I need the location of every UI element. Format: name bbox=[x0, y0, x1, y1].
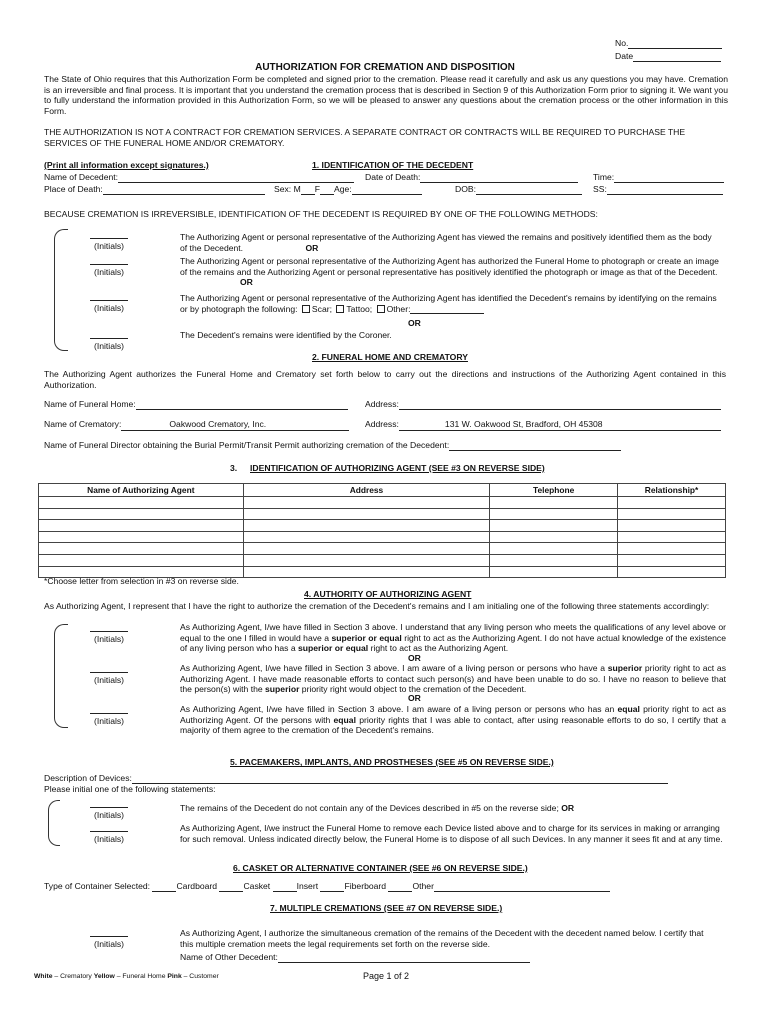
table-row bbox=[39, 508, 726, 520]
authority-statement-1 bbox=[180, 622, 726, 654]
other-container-description[interactable] bbox=[434, 883, 610, 892]
statement-text: priority right to act as Authorizing Agent. I have made reasonable efforts to contact such person(s) and have been unable to do so. I have no reason to believe that the person(s) with the bbox=[180, 663, 726, 695]
time-label: Time: bbox=[593, 172, 615, 182]
column-header-telephone: Telephone bbox=[490, 484, 618, 497]
table-cell[interactable] bbox=[618, 531, 726, 543]
table-cell[interactable] bbox=[490, 531, 618, 543]
crematory-address-field[interactable]: 131 W. Oakwood St, Bradford, OH 45308 bbox=[399, 419, 721, 431]
date-of-death-row bbox=[365, 172, 578, 183]
table-cell[interactable] bbox=[618, 508, 726, 520]
print-note: (Print all information except signatures.) bbox=[44, 160, 209, 170]
cardboard-label: Cardboard bbox=[176, 881, 218, 891]
crematory-address-row bbox=[365, 419, 721, 431]
fiberboard-field[interactable] bbox=[320, 883, 344, 892]
table-cell[interactable] bbox=[618, 497, 726, 509]
sex-m-label: Sex: M bbox=[274, 184, 301, 194]
copy-white: White bbox=[34, 973, 53, 980]
statement-emphasis: superior bbox=[607, 663, 643, 673]
table-row bbox=[39, 531, 726, 543]
other-decedent-label: Name of Other Decedent: bbox=[180, 952, 278, 962]
cardboard-field[interactable] bbox=[152, 883, 176, 892]
copy-yellow-dest: Funeral Home bbox=[122, 973, 166, 980]
statement-text: priority right to act as Authorizing Agent. Of the persons with bbox=[180, 704, 726, 725]
initials-method3[interactable] bbox=[84, 295, 134, 314]
other-decedent-field[interactable] bbox=[278, 954, 530, 963]
decedent-name-label: Name of Decedent: bbox=[44, 172, 119, 182]
statement-text: right to act as the Authorizing Agent. bbox=[368, 643, 509, 654]
initials-authority1[interactable] bbox=[84, 626, 134, 645]
table-row bbox=[39, 554, 726, 566]
copy-pink-dest: Customer bbox=[189, 973, 219, 980]
intro-paragraph: The State of Ohio requires that this Authorization Form be completed and signed prior to the cremation. Please read it carefully and ask us any questions you may have. Cremation is an irreversible and final process. It is important that you understand the cremation process that is described in Section 9 of this Authorization Form prior to signing it. We want you to fully understand the information provided in this Authorization Form, so we will be pleased to answer any questions about the cremation process or the other information in this Form. bbox=[44, 74, 728, 117]
table-cell[interactable] bbox=[490, 566, 618, 578]
insert-label: Insert bbox=[296, 881, 319, 891]
date-of-death-field[interactable] bbox=[420, 174, 578, 183]
casket-label: Casket bbox=[243, 881, 271, 891]
funeral-director-label: Name of Funeral Director obtaining the Burial Permit/Transit Permit authorizing cremation of the Decedent: bbox=[44, 440, 450, 450]
sex-f-label: F bbox=[314, 184, 320, 194]
statement-text: right to act as the Authorizing Agent. I do not have actual knowledge of the existence of any living person who has a bbox=[180, 632, 726, 654]
or-label: OR bbox=[408, 653, 421, 663]
id-method-viewed-text: The Authorizing Agent or personal representative of the Authorizing Agent has viewed the remains and positively identified them as the body of the Decedent. bbox=[180, 232, 712, 253]
column-header-address: Address bbox=[243, 484, 490, 497]
statement-emphasis: superior or equal bbox=[331, 632, 402, 643]
section7-heading: 7. MULTIPLE CREMATIONS (SEE #7 ON REVERSE SIDE.) bbox=[270, 903, 503, 913]
initials-label: (Initials) bbox=[93, 634, 125, 644]
statement-emphasis: equal bbox=[333, 714, 356, 725]
dob-row bbox=[455, 184, 582, 195]
devices-field[interactable] bbox=[132, 775, 668, 784]
table-cell[interactable] bbox=[618, 543, 726, 555]
table-cell[interactable] bbox=[39, 497, 244, 509]
copy-yellow: Yellow bbox=[93, 973, 115, 980]
page-number: Page 1 of 2 bbox=[363, 971, 410, 981]
or-label: OR bbox=[305, 242, 319, 253]
document-title: AUTHORIZATION FOR CREMATION AND DISPOSITION bbox=[255, 62, 515, 73]
section6-heading: 6. CASKET OR ALTERNATIVE CONTAINER (SEE #6 ON REVERSE SIDE.) bbox=[233, 863, 528, 873]
sex-row bbox=[274, 184, 422, 195]
copy-distribution bbox=[34, 973, 219, 981]
table-cell[interactable] bbox=[618, 520, 726, 532]
funeral-director-field[interactable] bbox=[449, 442, 621, 451]
tattoo-checkbox[interactable] bbox=[336, 305, 344, 313]
statement-text: As Authorizing Agent, I/we have filled in Section 3 above. I am aware of a living person or persons who has an bbox=[180, 704, 618, 714]
scar-label: Scar; bbox=[311, 303, 332, 314]
funeral-home-row bbox=[44, 399, 348, 410]
id-method-photograph bbox=[180, 256, 720, 288]
devices-row bbox=[44, 773, 668, 784]
initials-label: (Initials) bbox=[93, 939, 125, 949]
authorizing-agent-table bbox=[38, 483, 726, 578]
crematory-field[interactable]: Oakwood Crematory, Inc. bbox=[121, 419, 349, 431]
devices-statement-2: As Authorizing Agent, I/we instruct the Funeral Home to remove each Device listed above and to charge for its services in making or arranging for such removal. Unless indicated directly below, the Funeral Home is to dispose of all such Devices. In any manner it sees fit and at any time. bbox=[180, 823, 723, 844]
table-cell[interactable] bbox=[618, 566, 726, 578]
relationship-footnote: *Choose letter from selection in #3 on reverse side. bbox=[44, 576, 239, 586]
statement-text: priority rights that I was able to contact, after using reasonable efforts to do so, I certify that a majority of them agree to the cremation of the Decedent's remains. bbox=[180, 714, 726, 736]
funeral-home-address-row bbox=[365, 399, 721, 410]
contract-notice: THE AUTHORIZATION IS NOT A CONTRACT FOR CREMATION SERVICES. A SEPARATE CONTRACT OR CONTRACTS WILL BE REQUIRED TO PURCHASE THE SERVICES OF THE FUNERAL HOME AND/OR CREMATORY. bbox=[44, 127, 686, 148]
form-number-label: No. bbox=[615, 38, 629, 48]
table-cell[interactable] bbox=[243, 497, 490, 509]
table-cell[interactable] bbox=[39, 508, 244, 520]
initials-multiple-cremation[interactable] bbox=[84, 931, 134, 950]
statement-text: priority right would object to the cremation of the Decedent. bbox=[299, 684, 527, 695]
initials-method4[interactable] bbox=[84, 333, 134, 352]
decedent-name-field[interactable] bbox=[118, 174, 354, 183]
devices-initial-prompt: Please initial one of the following statements: bbox=[44, 784, 216, 794]
initials-devices2[interactable] bbox=[84, 826, 134, 845]
crematory-row bbox=[44, 419, 349, 431]
table-cell[interactable] bbox=[490, 520, 618, 532]
place-of-death-label: Place of Death: bbox=[44, 184, 103, 194]
funeral-home-label: Name of Funeral Home: bbox=[44, 399, 136, 409]
section1-heading: 1. IDENTIFICATION OF THE DECEDENT bbox=[312, 160, 474, 170]
scar-checkbox[interactable] bbox=[302, 305, 310, 313]
table-cell[interactable] bbox=[39, 520, 244, 532]
tattoo-label: Tattoo; bbox=[346, 303, 373, 314]
sex-f-field[interactable] bbox=[320, 186, 334, 195]
funeral-director-row bbox=[44, 440, 621, 451]
id-method-coroner: The Decedent's remains were identified by the Coroner. bbox=[180, 330, 392, 340]
devices-statement-1 bbox=[180, 803, 574, 814]
time-field[interactable] bbox=[614, 174, 724, 183]
statement-emphasis: superior bbox=[265, 684, 300, 695]
initials-label: (Initials) bbox=[93, 241, 125, 251]
copy-dash: – bbox=[54, 973, 59, 980]
initials-label: (Initials) bbox=[93, 341, 125, 351]
id-method-marks bbox=[180, 293, 720, 314]
column-header-relationship: Relationship* bbox=[618, 484, 726, 497]
other-mark-field[interactable] bbox=[410, 305, 484, 314]
table-cell[interactable] bbox=[490, 554, 618, 566]
section3-heading: IDENTIFICATION OF AUTHORIZING AGENT (SEE #3 ON REVERSE SIDE) bbox=[250, 463, 545, 473]
container-type-row bbox=[44, 881, 610, 892]
table-cell[interactable] bbox=[490, 497, 618, 509]
multiple-cremation-statement: As Authorizing Agent, I authorize the simultaneous cremation of the remains of the Decedent with the decedent named below. I certify that this multiple cremation meets the legal requirements set forth on the reverse side. bbox=[180, 928, 704, 949]
table-cell[interactable] bbox=[39, 543, 244, 555]
other-checkbox[interactable] bbox=[377, 305, 385, 313]
container-type-label: Type of Container Selected: bbox=[44, 881, 151, 891]
other-container-label: Other bbox=[412, 881, 434, 891]
initials-label: (Initials) bbox=[93, 810, 125, 820]
copy-dash: – bbox=[183, 973, 188, 980]
table-cell[interactable] bbox=[490, 543, 618, 555]
table-cell[interactable] bbox=[243, 508, 490, 520]
ss-label: SS: bbox=[593, 184, 607, 194]
table-cell[interactable] bbox=[39, 554, 244, 566]
place-of-death-row bbox=[44, 184, 265, 195]
section4-heading: 4. AUTHORITY OF AUTHORIZING AGENT bbox=[304, 589, 472, 599]
statement-text: As Authorizing Agent, I/we have filled in Section 3 above. I am aware of a living person or persons who have a bbox=[180, 663, 608, 673]
initials-label: (Initials) bbox=[93, 267, 125, 277]
age-label: Age: bbox=[334, 184, 352, 194]
statement-text: The remains of the Decedent do not contain any of the Devices described in #5 on the reverse side; bbox=[180, 803, 559, 813]
authority-statement-3 bbox=[180, 704, 726, 736]
id-method-marks-text: The Authorizing Agent or personal representative of the Authorizing Agent has identified the Decedent's remains by identifying on the remains or by photograph the following: bbox=[180, 293, 717, 314]
initials-label: (Initials) bbox=[93, 675, 125, 685]
column-header-name: Name of Authorizing Agent bbox=[39, 484, 244, 497]
funeral-home-address-field[interactable] bbox=[399, 401, 721, 410]
funeral-home-address-label: Address: bbox=[365, 399, 399, 409]
table-row bbox=[39, 543, 726, 555]
section3-number: 3. bbox=[230, 463, 238, 473]
crematory-label: Name of Crematory: bbox=[44, 419, 122, 429]
initials-method2[interactable] bbox=[84, 259, 134, 278]
funeral-home-field[interactable] bbox=[136, 401, 348, 410]
insert-field[interactable] bbox=[273, 883, 297, 892]
decedent-name-row bbox=[44, 172, 354, 183]
initials-authority3[interactable] bbox=[84, 708, 134, 727]
initials-method1[interactable] bbox=[84, 233, 134, 252]
section2-paragraph: The Authorizing Agent authorizes the Funeral Home and Crematory set forth below to carry out the directions and instructions of the Authorizing Agent contained in this Authorization. bbox=[44, 369, 726, 390]
table-cell[interactable] bbox=[243, 520, 490, 532]
form-date-label: Date bbox=[615, 51, 634, 61]
or-label: OR bbox=[561, 803, 575, 813]
table-cell[interactable] bbox=[243, 566, 490, 578]
casket-field[interactable] bbox=[219, 883, 243, 892]
form-date bbox=[615, 51, 721, 62]
form-number bbox=[615, 38, 722, 49]
table-cell[interactable] bbox=[243, 531, 490, 543]
age-field[interactable] bbox=[352, 186, 422, 195]
form-number-field[interactable] bbox=[628, 40, 722, 49]
fiberboard-label: Fiberboard bbox=[344, 881, 387, 891]
sex-m-field[interactable] bbox=[301, 186, 315, 195]
time-of-death-row bbox=[593, 172, 724, 183]
dob-label: DOB: bbox=[455, 184, 477, 194]
identification-notice: BECAUSE CREMATION IS IRREVERSIBLE, IDENTIFICATION OF THE DECEDENT IS REQUIRED BY ONE OF THE FOLLOWING METHODS: bbox=[44, 209, 598, 219]
form-date-field[interactable] bbox=[633, 53, 721, 62]
id-method-photograph-text: The Authorizing Agent or personal representative of the Authorizing Agent has authorized the Funeral Home to photograph or create an image of the remains and the Authorizing Agent or personal representative has positively identified the photograph or image as that of the Decedent. bbox=[180, 256, 719, 277]
table-header-row bbox=[39, 484, 726, 497]
initials-label: (Initials) bbox=[93, 303, 125, 313]
crematory-address-label: Address: bbox=[365, 419, 399, 429]
other-container-field[interactable] bbox=[388, 883, 412, 892]
date-of-death-label: Date of Death: bbox=[365, 172, 421, 182]
table-cell[interactable] bbox=[490, 508, 618, 520]
initials-label: (Initials) bbox=[93, 834, 125, 844]
section2-heading: 2. FUNERAL HOME AND CREMATORY bbox=[312, 352, 468, 362]
statement-emphasis: superior or equal bbox=[298, 643, 369, 654]
table-cell[interactable] bbox=[39, 531, 244, 543]
dob-field[interactable] bbox=[476, 186, 582, 195]
section4-intro: As Authorizing Agent, I represent that I have the right to authorize the cremation of the Decedent's remains and I am initialing one of the following three statements accordingly: bbox=[44, 601, 710, 611]
statement-emphasis: equal bbox=[617, 704, 640, 714]
or-label: OR bbox=[408, 693, 421, 703]
or-label: OR bbox=[240, 277, 253, 288]
table-cell[interactable] bbox=[243, 543, 490, 555]
table-cell[interactable] bbox=[618, 554, 726, 566]
section5-heading: 5. PACEMAKERS, IMPLANTS, AND PROSTHESES (SEE #5 ON REVERSE SIDE.) bbox=[230, 757, 554, 767]
identification-bracket bbox=[54, 229, 68, 351]
initials-label: (Initials) bbox=[93, 716, 125, 726]
table-cell[interactable] bbox=[243, 554, 490, 566]
devices-label: Description of Devices: bbox=[44, 773, 132, 783]
id-method-viewed bbox=[180, 232, 720, 253]
other-label: Other: bbox=[386, 303, 411, 314]
ss-row bbox=[593, 184, 723, 195]
other-decedent-row bbox=[180, 952, 530, 963]
statement-text: As Authorizing Agent, I/we have filled in Section 3 above. I understand that any living person who meets the qualifications of any level above or equal to the one I filled in would have a bbox=[180, 622, 726, 643]
copy-dash: – bbox=[116, 973, 121, 980]
copy-pink: Pink bbox=[167, 973, 182, 980]
initials-devices1[interactable] bbox=[84, 802, 134, 821]
devices-bracket bbox=[48, 800, 60, 846]
initials-authority2[interactable] bbox=[84, 667, 134, 686]
table-row bbox=[39, 497, 726, 509]
authority-statement-2 bbox=[180, 663, 726, 695]
place-of-death-field[interactable] bbox=[103, 186, 265, 195]
authority-bracket bbox=[54, 624, 68, 728]
copy-white-dest: Crematory bbox=[60, 973, 92, 980]
ss-field[interactable] bbox=[607, 186, 723, 195]
or-label: OR bbox=[408, 318, 421, 328]
table-row bbox=[39, 520, 726, 532]
